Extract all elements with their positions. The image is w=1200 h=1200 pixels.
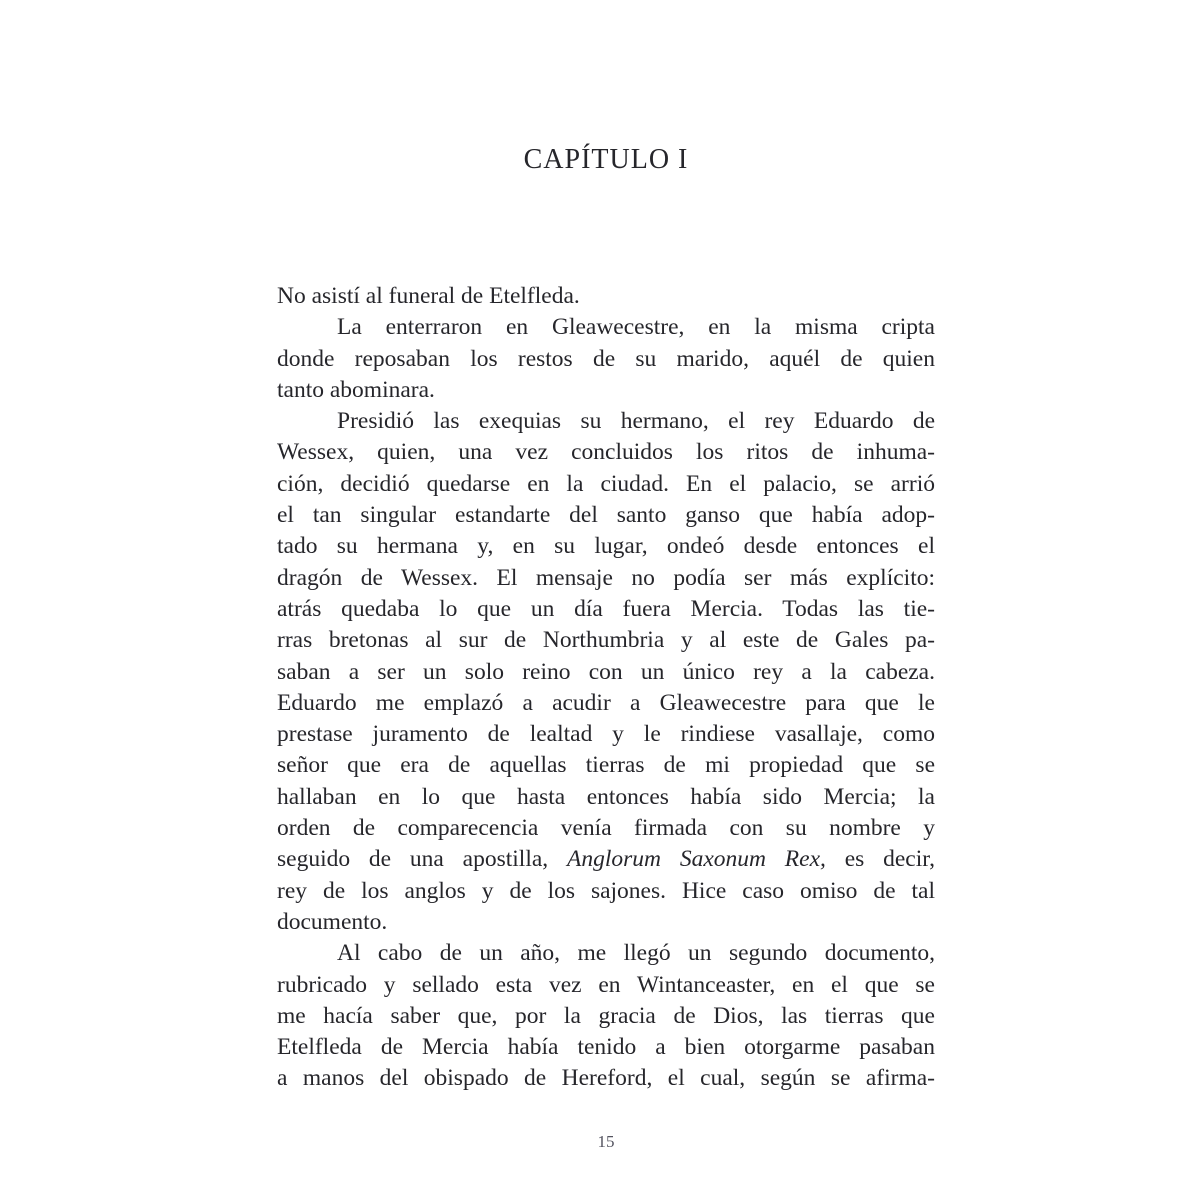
- text-segment: atrás quedaba lo que un día fuera Mercia. Todas las tie-: [277, 595, 935, 622]
- text-segment: Wessex, quien, una vez concluidos los ritos de inhuma-: [277, 439, 935, 466]
- text-line: [277, 907, 935, 938]
- text-segment: rubricado y sellado esta vez en Wintanceaster, en el que se: [277, 971, 935, 998]
- text-line: [277, 688, 935, 719]
- text-line: [277, 1032, 935, 1063]
- text-segment: La enterraron en Gleawecestre, en la misma cripta: [337, 314, 935, 341]
- text-line: [277, 938, 935, 969]
- text-line: [277, 312, 935, 343]
- text-segment: rras bretonas al sur de Northumbria y al este de Gales pa-: [277, 627, 935, 654]
- text-segment: saban a ser un solo reino con un único rey a la cabeza.: [277, 658, 935, 685]
- text-line: [277, 281, 935, 312]
- text-segment: orden de comparecencia venía firmada con su nombre y: [277, 815, 935, 842]
- page-number: 15: [597, 1132, 615, 1151]
- text-line: [277, 970, 935, 1001]
- text-line: [277, 594, 935, 625]
- text-line: [277, 375, 935, 406]
- text-line: [277, 1001, 935, 1032]
- text-segment: donde reposaban los restos de su marido, aquél de quien: [277, 345, 935, 372]
- text-line: [277, 437, 935, 468]
- text-segment: prestase juramento de lealtad y le rindiese vasallaje, como: [277, 721, 935, 748]
- text-segment: hallaban en lo que hasta entonces había sido Mercia; la: [277, 783, 935, 810]
- text-line: [277, 719, 935, 750]
- text-segment: rey de los anglos y de los sajones. Hice caso omiso de tal: [277, 877, 935, 904]
- text-line: [277, 844, 935, 875]
- text-segment: tado su hermana y, en su lugar, ondeó desde entonces el: [277, 533, 935, 560]
- italic-phrase: Anglorum Saxonum Rex,: [567, 846, 826, 873]
- text-segment: señor que era de aquellas tierras de mi propiedad que se: [277, 752, 935, 779]
- chapter-heading: CAPÍTULO I: [523, 144, 689, 175]
- text-line: [277, 625, 935, 656]
- text-line: [277, 1063, 935, 1094]
- text-segment: me hacía saber que, por la gracia de Dios, las tierras que: [277, 1002, 935, 1029]
- text-segment: documento.: [277, 908, 388, 935]
- text-segment: ción, decidió quedarse en la ciudad. En el palacio, se arrió: [277, 470, 935, 497]
- body-text: [277, 281, 935, 1095]
- text-segment: Etelfleda de Mercia había tenido a bien otorgarme pasaban: [277, 1034, 935, 1061]
- text-segment: Al cabo de un año, me llegó un segundo documento,: [337, 940, 935, 967]
- text-segment: el tan singular estandarte del santo ganso que había adop-: [277, 502, 935, 529]
- text-line: [277, 469, 935, 500]
- text-segment: tanto abominara.: [277, 376, 435, 403]
- text-line: [277, 563, 935, 594]
- text-line: [277, 813, 935, 844]
- text-segment: seguido de una apostilla,: [277, 846, 567, 873]
- text-line: [277, 531, 935, 562]
- text-segment: a manos del obispado de Hereford, el cual, según se afirma-: [277, 1065, 935, 1092]
- text-segment: Presidió las exequias su hermano, el rey Eduardo de: [337, 408, 935, 435]
- text-segment: es decir,: [825, 846, 936, 873]
- text-line: [277, 344, 935, 375]
- text-segment: dragón de Wessex. El mensaje no podía ser más explícito:: [277, 564, 935, 591]
- text-segment: No asistí al funeral de Etelfleda.: [277, 283, 580, 309]
- text-line: [277, 406, 935, 437]
- text-line: [277, 657, 935, 688]
- text-line: [277, 750, 935, 781]
- text-line: [277, 500, 935, 531]
- text-segment: Eduardo me emplazó a acudir a Gleawecestre para que le: [277, 689, 935, 716]
- text-line: [277, 876, 935, 907]
- text-line: [277, 782, 935, 813]
